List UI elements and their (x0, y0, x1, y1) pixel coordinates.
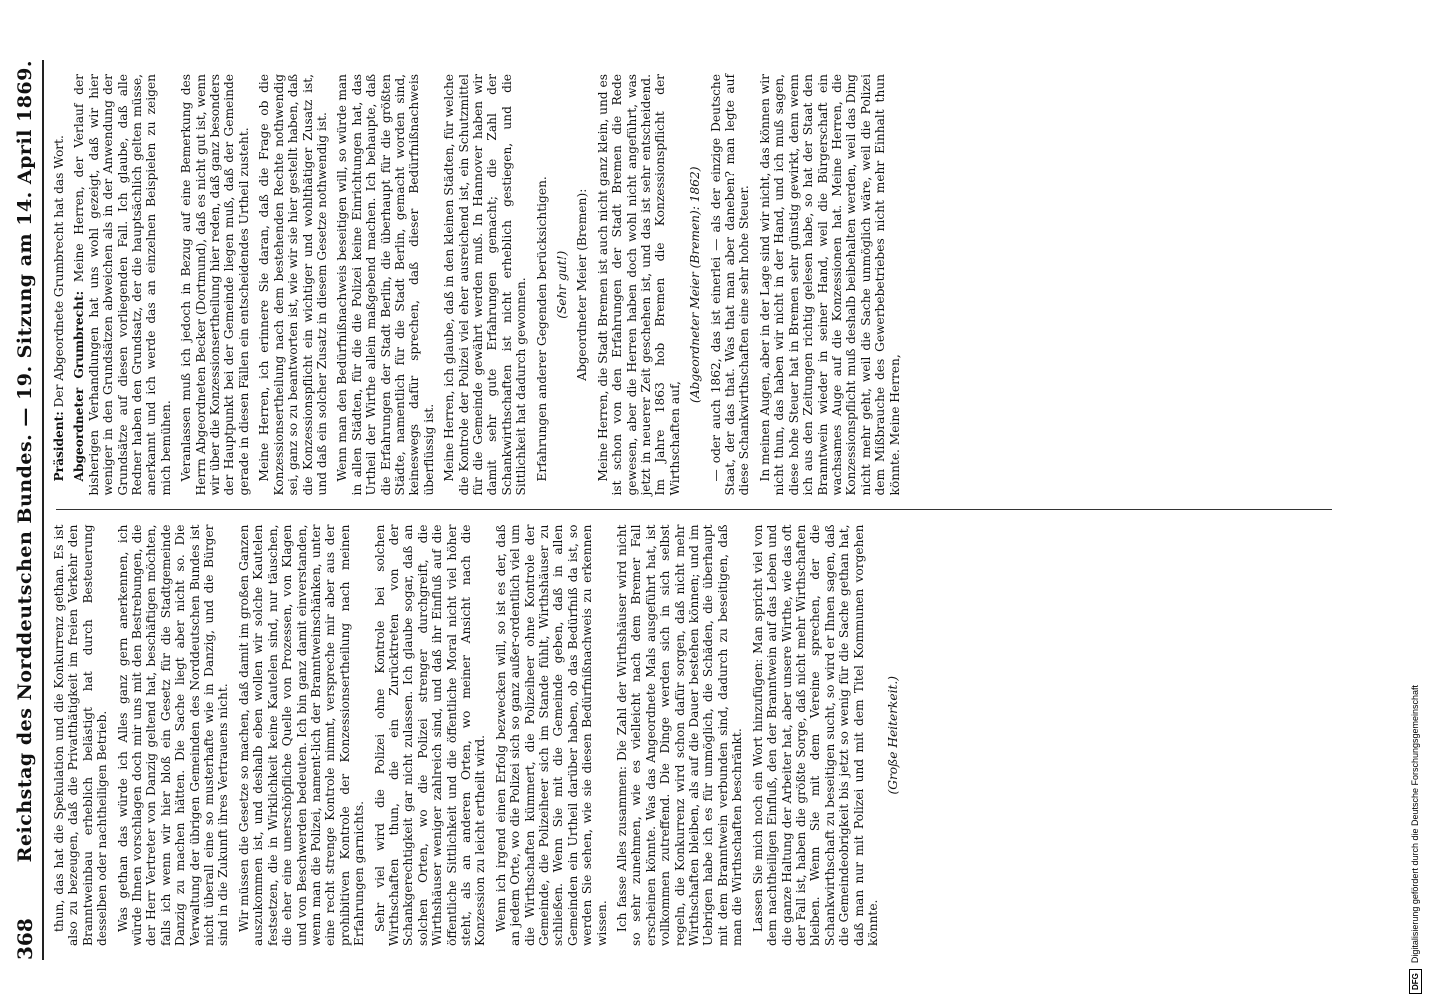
remark: (Abgeordneter Meier (Bremen): 1862) (688, 166, 703, 404)
paragraph: Wenn man den Bedürfnißnachweis beseitigen will, so würde man in allen Städten, für die die Polizei keine Einrichtungen hat, das Urtheil der Wirthe allein maßgebend machen. Ich behaupte, daß die Erfahrungen der Stadt Berlin, die überhaupt für die größten Städte, namentlich für die Stadt Berlin, gemacht worden sind, keineswegs dafür sprechen, daß dieser Bedürfnißnachweis überflüssig ist. (335, 74, 436, 496)
speech-text: Meine Herren, der Verlauf der bisherigen Verhandlungen hat uns wohl gezeigt, daß wir hier weniger in den Grundsätzen abweichen als in der Anwendung der Grundsätze auf diesen vorliegenden Fall. Ich glaube, daß alle Redner haben den Grundsatz, der die hauptsächlich gelten müsse, anerkannt und ich werde das an einzelnen Beispielen zu zeigen mich bemühen. (72, 74, 173, 496)
page-number: 368 (13, 918, 37, 960)
right-column (52, 60, 1372, 510)
paragraph: Was gethan das würde ich Alles ganz gern anerkennen, ich würde Ihnen vorschlagen doch mir uns mit den Bestrebungen, die der Herr Vertreter von Danzig geltend hat, beschäftigen möchten, falls ich wenn wir hier bloß ein Gesetz für die Stadtgemeinde Danzig zu machen hätten. Die Sache liegt aber nicht so. Die Verwaltung der übrigen Gemeinden des Norddeutschen Bundes ist nicht überall eine so musterhafte wie in Danzig, und die Bürger sind in die Zukunft ihres Vertrauens nicht. (115, 524, 231, 946)
credit-text: Digitalisierung gefördert durch die Deutsche Forschungsgemeinschaft (1410, 684, 1420, 964)
page-header (8, 60, 44, 960)
paragraph: Meine Herren, ich glaube, daß in den kleinen Städten, für welche die Kontrole der Polizei viel eher ausreichend ist, ein Schutzmittel für die Gemeinde gewährt werden muß. In Hannover haben wir damit sehr gute Erfahrungen gemacht; die Zahl der Schankwirthschaften ist nicht erheblich gestiegen, und die Sittlichkeit hat dadurch gewonnen. (442, 74, 529, 496)
running-title: Reichstag des Norddeutschen Bundes. — 19. Sitzung am 14. April 1869. (14, 60, 36, 863)
paragraph: thun, das hat die Spekulation und die Konkurrenz gethan. Es ist also zu bezeugen, daß die Privatthätigkeit im freien Verkehr den Branntweinbau erheblich belästigt hat durch Besteuerung desselben oder nachtheiligen Betrieb. (52, 524, 110, 946)
speech-text: Der Abgeordnete Grumbrecht hat das Wort. (52, 135, 66, 408)
paragraph: Ich fasse Alles zusammen: Die Zahl der Wirthshäuser wird nicht so sehr zunehmen, wie es vielleicht nach dem Bremer Fall erscheinen könnte. Was das Angeordnete Mals ausgeführt hat, ist vollkommen zutreffend. Die Dinge werden sich in sich selbst regeln, die Konkurrenz wird schon dafür sorgen, daß nicht mehr Wirthschaften bleiben, als auf die Dauer bestehen können; und im Uebrigen habe ich es für unmöglich, die Schäden, die überhaupt mit dem Branntwein verbunden sind, dadurch zu beseitigen, daß man die Wirthschaften beschränkt. (615, 524, 745, 946)
digitization-credit (1404, 0, 1426, 1000)
paragraph: — oder auch 1862, das ist einerlei — als der einzige Deutsche Staat, der das that. Was that man aber daneben? man legte auf diese Schankwirthschaften eine sehr hohe Steuer. (708, 74, 752, 496)
paragraph: Wir müssen die Gesetze so machen, daß damit im großen Ganzen auszukommen ist, und deshalb eben wollen wir solche Kautelen festsetzen, die in Wirklichkeit keine Kautelen sind, nur täuschen, die eher eine unerschöpfliche Quelle von Prozessen, von Klagen und von Beschwerden bedeuten. Ich bin ganz damit einverstanden, wenn man die Polizei, nament-lich der Branntweinschänken, unter eine recht strenge Kontrole nimmt, verspreche mir aber aus der prohibitiven Kontrole der Konzessionsertheilung nach meinen Erfahrungen garnichts. (236, 524, 367, 946)
remark: (Große Heiterkeit.) (886, 675, 901, 795)
speaker-label: Abgeordneter Grumbrecht: (72, 290, 87, 482)
remark: (Sehr gut!) (555, 250, 569, 319)
paragraph: Wenn ich irgend einen Erfolg bezwecken will, so ist es der, daß an jedem Orte, wo die Polizei sich so ganz außer-ordentlich viel um die Wirthschaften kümmert, die Polizeiheer ohne Kontrole der Gemeinde, die Polizeiheer sich im Stande fühlt, Wirthshäuser zu schließen. Wenn Sie mit die Gemeinde geben, daß in allen Gemeinden ein Urtheil darüber haben, ob das Bedürfniß da ist, so werden Sie sehen, wie sie diesen Bedürfnißnachweis zu erkennen wissen. (493, 524, 609, 946)
dfg-logo-icon: DFG (1409, 969, 1422, 994)
paragraph: In meinen Augen, aber in der Lage sind wir nicht, das können wir nicht thun, das haben wir nicht in der Hand, und ich muß sagen, diese hohe Steuer hat in Bremen sehr günstig gewirkt, denn wenn ich aus den Zeitungen richtig gelesen habe, so hat der Staat den Branntwein wieder in seiner Hand, weil die Bürgerschaft ein wachsames Auge auf die Konzessionen hat. Meine Herren, die Konzessionspflicht muß deshalb beibehalten werden, weil das Ding nicht mehr geht, weil die Sache unmöglich wäre, weil die Polizei dem Mißbrauche des Gewerbebetriebes nicht mehr Einhalt thun könnte. Meine Herren, (757, 74, 902, 496)
paragraph: Veranlassen muß ich jedoch in Bezug auf eine Bemerkung des Herrn Abgeordneten Becker (Dortmund), daß es nicht gut ist, wenn wir über die Konzessionsertheilung hier reden, daß ganz besonders der Hauptpunkt bei der Gemeinde liegen muß, daß der Gemeinde gerade in diesen Fällen ein entscheidendes Urtheil zusteht. (179, 74, 251, 496)
speaker-heading: Abgeordneter Meier (Bremen): (575, 188, 590, 381)
paragraph: Erfahrungen anderer Gegenden berücksichtigen. (534, 176, 549, 482)
text-columns (52, 60, 1372, 960)
paragraph: Meine Herren, ich erinnere Sie daran, daß die Frage ob die Konzessionsertheilung nach dem bestehenden Rechte nothwendig sei, ganz so zu beantworten ist, wie wir sie hier gestellt haben, daß die Konzessionspflicht ein wichtiger und wohlthätiger Zusatz ist, und daß ein solcher Zusatz in diesem Gesetze nothwendig ist. (257, 74, 329, 496)
speaker-label: Präsident: (52, 411, 66, 482)
paragraph: Lassen Sie mich noch ein Wort hinzufügen: Man spricht viel von dem nachtheiligen Einfluß, den der Branntwein auf das Leben und die ganze Haltung der Arbeiter hat, aber unsere Wirthe, wie das oft der Fall ist, haben die größte Sorge, daß nicht mehr Wirthschaften bleiben. Wenn Sie mit dem Vereine sprechen, der die Schankwirthschaft zu beseitigen sucht, so wird er Ihnen sagen, daß die Gemeindeobrigkeit bis jetzt so wenig für die Sache gethan hat, daß man nur mit Polizei und mit dem Titel Kommunen vorgehen könnte. (750, 524, 880, 946)
speaker-paragraph (72, 74, 173, 496)
left-column (52, 511, 1372, 961)
column-divider (56, 510, 1332, 511)
paragraph: Meine Herren, die Stadt Bremen ist auch nicht ganz klein, und es ist schon von den Erfahrungen der Stadt Bremen die Rede gewesen, aber die Herren haben doch wohl nicht angeführt, was jetzt in neuerer Zeit geschehen ist, und das ist sehr entscheidend. Im Jahre 1863 hob Bremen die Konzessionspflicht der Wirthschaften auf, (595, 74, 682, 496)
paragraph: Sehr viel wird die Polizei ohne Kontrole bei solchen Wirthschaften thun, die ein Zurücktreten von der Schankgerechtigkeit gar nicht zulassen. Ich glaube sogar, daß an solchen Orten, wo die Polizei strenger durchgreift, die Wirthshäuser weniger zahlreich sind, und daß ihr Einfluß auf die öffentliche Sittlichkeit und die öffentliche Moral nicht viel höher steht, als an anderen Orten, wo meiner Ansicht nach die Konzession zu leicht ertheilt wird. (372, 524, 488, 946)
speaker-paragraph (52, 74, 66, 496)
